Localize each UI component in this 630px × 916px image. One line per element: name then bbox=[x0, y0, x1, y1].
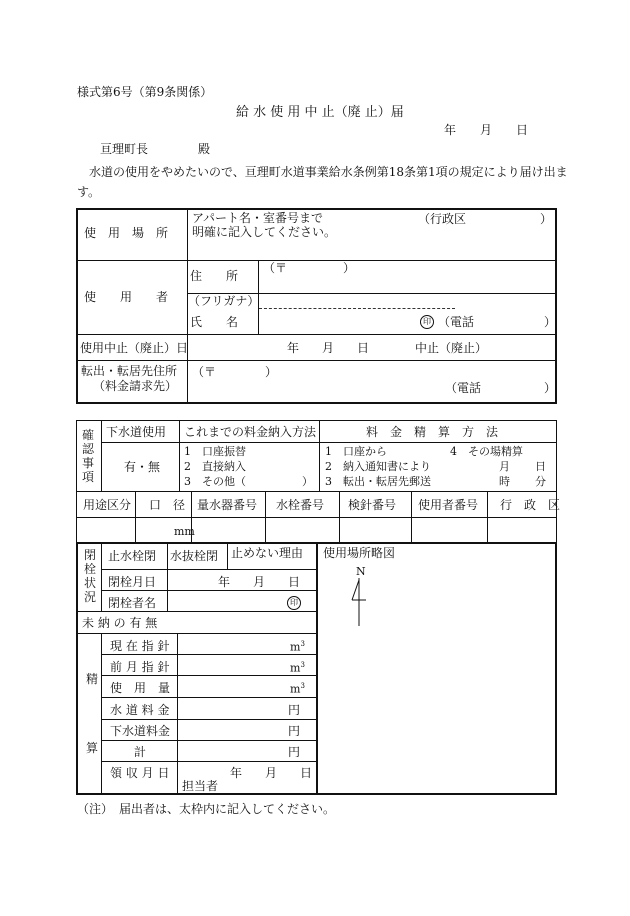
previous-reading-label: 前 月 指 針 bbox=[110, 660, 170, 674]
stop-day: 日 bbox=[357, 341, 370, 355]
settle-method-2: 2 納入通知書により bbox=[325, 460, 431, 473]
stop-date-label: 使用中止（廃止）日 bbox=[80, 341, 189, 355]
phone-label: （電話 bbox=[438, 315, 475, 329]
current-reading-unit: $m^3$ bbox=[290, 640, 305, 654]
move-postal-open: （〒 bbox=[192, 365, 217, 379]
date-year: 年 bbox=[444, 123, 457, 137]
prev-method-3: 3 その他（ bbox=[184, 475, 246, 488]
sewer-use-label: 下水道使用 bbox=[106, 425, 167, 439]
north-label: N bbox=[356, 565, 366, 578]
closure-month: 月 bbox=[253, 575, 266, 589]
diameter-unit: mm bbox=[174, 525, 195, 538]
settle-method-4: 4 その場精算 bbox=[450, 445, 523, 458]
move-postal-close: ） bbox=[265, 365, 278, 379]
furigana-field[interactable] bbox=[262, 295, 462, 307]
lower-right-thick-border bbox=[555, 542, 557, 794]
name-field[interactable] bbox=[262, 316, 412, 328]
address-field[interactable] bbox=[262, 278, 550, 290]
move-address-label-2: （料金請求先） bbox=[93, 379, 178, 393]
closer-name-label: 閉栓者名 bbox=[108, 596, 157, 610]
settle-method-1: 1 口座から bbox=[325, 445, 387, 458]
place-field[interactable] bbox=[188, 240, 548, 252]
date-day: 日 bbox=[516, 123, 529, 137]
seal-icon: 印 bbox=[420, 315, 434, 329]
col-meter-no: 量水器番号 bbox=[197, 498, 258, 512]
body-text-line2: す。 bbox=[77, 185, 101, 199]
phone-close: ） bbox=[544, 315, 557, 329]
addressee: 亘理町長 bbox=[100, 142, 149, 156]
postal-open: （〒 bbox=[263, 261, 288, 275]
move-phone-close: ） bbox=[544, 381, 557, 395]
postal-close: ） bbox=[343, 261, 356, 275]
closure-day: 日 bbox=[288, 575, 301, 589]
north-arrow-icon bbox=[349, 578, 369, 628]
previous-reading-unit: $m^3$ bbox=[290, 661, 305, 675]
place-note-2: 明確に記入してください。 bbox=[192, 225, 337, 239]
admin-area-label: （行政区 bbox=[418, 212, 467, 226]
name-label: 氏 名 bbox=[190, 315, 239, 329]
settle-method-label: 料 金 精 算 方 法 bbox=[366, 425, 499, 439]
total-unit: 円 bbox=[288, 745, 301, 759]
body-text-line1: 水道の使用をやめたいので、亘理町水道事業給水条例第18条第1項の規定により届け出ま bbox=[89, 165, 568, 179]
closure-date-label: 閉栓月日 bbox=[108, 575, 157, 589]
lower-left-thick-border bbox=[76, 542, 78, 794]
address-label: 住 所 bbox=[190, 269, 239, 283]
footer-note: （注） 届出者は、太枠内に記入してください。 bbox=[77, 802, 336, 816]
map-label: 使用場所略図 bbox=[323, 546, 396, 560]
prev-method-3-close: ） bbox=[302, 475, 313, 488]
water-fee-label: 水 道 料 金 bbox=[110, 703, 170, 717]
col-reading-no: 検針番号 bbox=[348, 498, 397, 512]
user-label: 使 用 者 bbox=[84, 290, 169, 304]
furigana-label: （フリガナ） bbox=[188, 294, 260, 308]
prev-method-2: 2 直接納入 bbox=[184, 460, 246, 473]
admin-area-close: ） bbox=[540, 212, 553, 226]
sewer-use-value: 有・無 bbox=[124, 460, 161, 474]
receipt-month: 月 bbox=[265, 766, 278, 780]
settle-hour: 時 bbox=[499, 475, 510, 488]
settle-minute: 分 bbox=[535, 475, 546, 488]
calc-label-bottom: 算 bbox=[86, 741, 99, 755]
date-month: 月 bbox=[480, 123, 493, 137]
col-usage-type: 用途区分 bbox=[83, 498, 132, 512]
total-label: 計 bbox=[134, 745, 147, 759]
document-title: 給 水 使 用 中 止（廃 止）届 bbox=[236, 105, 404, 120]
lower-thick-top bbox=[76, 542, 557, 544]
closer-seal-icon: 印 bbox=[287, 596, 301, 610]
closure-year: 年 bbox=[218, 575, 231, 589]
stop-month: 月 bbox=[322, 341, 335, 355]
place-label: 使 用 場 所 bbox=[84, 226, 169, 240]
place-note-1: アパート名・室番号まで bbox=[192, 211, 324, 225]
current-reading-label: 現 在 指 針 bbox=[110, 639, 170, 653]
usage-label: 使 用 量 bbox=[110, 681, 171, 695]
settle-month: 月 bbox=[499, 460, 510, 473]
col-user-no: 使用者番号 bbox=[418, 498, 479, 512]
move-address-label-1: 転出・転居先住所 bbox=[81, 364, 178, 378]
honorific: 殿 bbox=[198, 142, 211, 156]
calc-label-top: 精 bbox=[86, 672, 99, 686]
stop-year: 年 bbox=[287, 341, 300, 355]
col-tap-no: 水栓番号 bbox=[276, 498, 325, 512]
stopcock-closed: 止水栓閉 bbox=[108, 549, 157, 563]
no-stop-reason: 止めない理由 bbox=[231, 546, 304, 560]
confirm-label: 確 認 事 項 bbox=[81, 428, 94, 484]
lower-thick-bottom bbox=[76, 793, 557, 795]
stop-suffix: 中止（廃止） bbox=[415, 341, 488, 355]
col-diameter: 口 径 bbox=[149, 498, 186, 512]
receipt-year: 年 bbox=[230, 766, 243, 780]
move-phone-label: （電話 bbox=[445, 381, 482, 395]
prev-method-1: 1 口座振替 bbox=[184, 445, 246, 458]
sewer-fee-label: 下水道料金 bbox=[110, 724, 171, 738]
settle-method-3: 3 転出・転居先郵送 bbox=[325, 475, 431, 488]
drain-stopcock-closed: 水抜栓閉 bbox=[170, 549, 219, 563]
form-number: 様式第6号（第9条関係） bbox=[77, 85, 213, 99]
settle-day: 日 bbox=[535, 460, 546, 473]
closure-label: 閉 栓 状 況 bbox=[83, 548, 96, 604]
water-fee-unit: 円 bbox=[288, 703, 301, 717]
sewer-fee-unit: 円 bbox=[288, 724, 301, 738]
col-admin-area: 行 政 区 bbox=[500, 498, 561, 512]
prev-method-label: これまでの料金納入方法 bbox=[184, 425, 317, 439]
receipt-day: 日 bbox=[300, 766, 313, 780]
staff-label: 担当者 bbox=[182, 779, 219, 793]
usage-unit: $m^3$ bbox=[290, 682, 305, 696]
unpaid-label: 未 納 の 有 無 bbox=[82, 616, 158, 630]
receipt-date-label: 領 収 月 日 bbox=[110, 766, 170, 780]
